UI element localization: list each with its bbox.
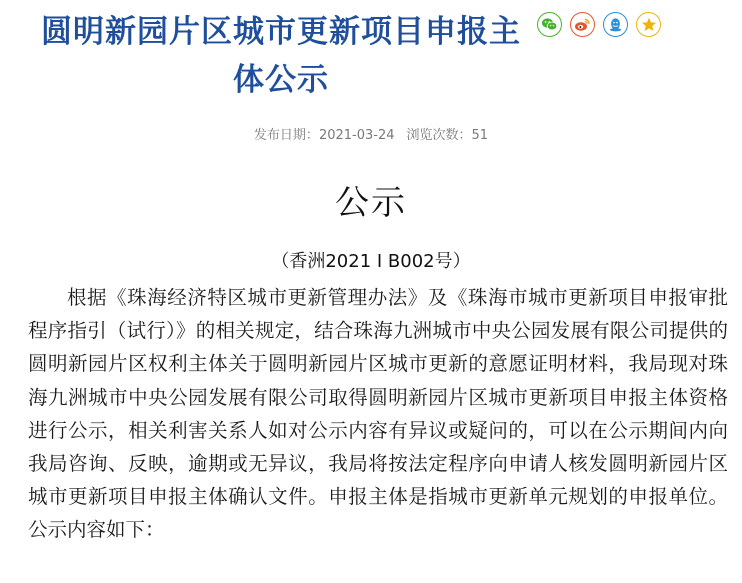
notice-heading: 公示	[335, 183, 407, 223]
share-qzone-button[interactable]	[636, 12, 661, 37]
article-title-line-1: 圆明新园片区城市更新项目申报主	[41, 14, 521, 50]
article-meta	[0, 124, 742, 143]
publish-date-label: 发布日期：	[253, 128, 319, 143]
qzone-icon	[641, 17, 657, 32]
share-bar	[537, 12, 661, 37]
article-title	[26, 8, 536, 104]
article-title-line-2: 体公示	[233, 62, 329, 98]
wechat-icon	[541, 17, 558, 32]
share-wechat-button[interactable]	[537, 12, 562, 37]
qq-icon	[608, 17, 623, 33]
share-weibo-button[interactable]	[570, 12, 595, 37]
article-body-paragraph: 根据《珠海经济特区城市更新管理办法》及《珠海市城市更新项目申报审批程序指引（试行）》的相关规定，结合珠海九洲城市中央公园发展有限公司提供的圆明新园片区权利主体关于圆明新园片区城市更新的意愿证明材料，我局现对珠海九洲城市中央公园发展有限公司取得圆明新园片区城市更新项目申报主体资格进行公示，相关利害关系人如对公示内容有异议或疑问的，可以在公示期间内向我局咨询、反映，逾期或无异议，我局将按法定程序向申请人核发圆明新园片区城市更新项目申报主体确认文件。申报主体是指城市更新单元规划的申报单位。公示内容如下：	[28, 286, 728, 542]
view-count-label: 浏览次数：	[406, 128, 472, 143]
weibo-icon	[574, 17, 591, 32]
share-qq-button[interactable]	[603, 12, 628, 37]
view-count: 51	[471, 128, 489, 143]
publish-date: 2021-03-24	[318, 128, 395, 143]
document-number: （香洲2021 I B002号）	[271, 251, 471, 272]
